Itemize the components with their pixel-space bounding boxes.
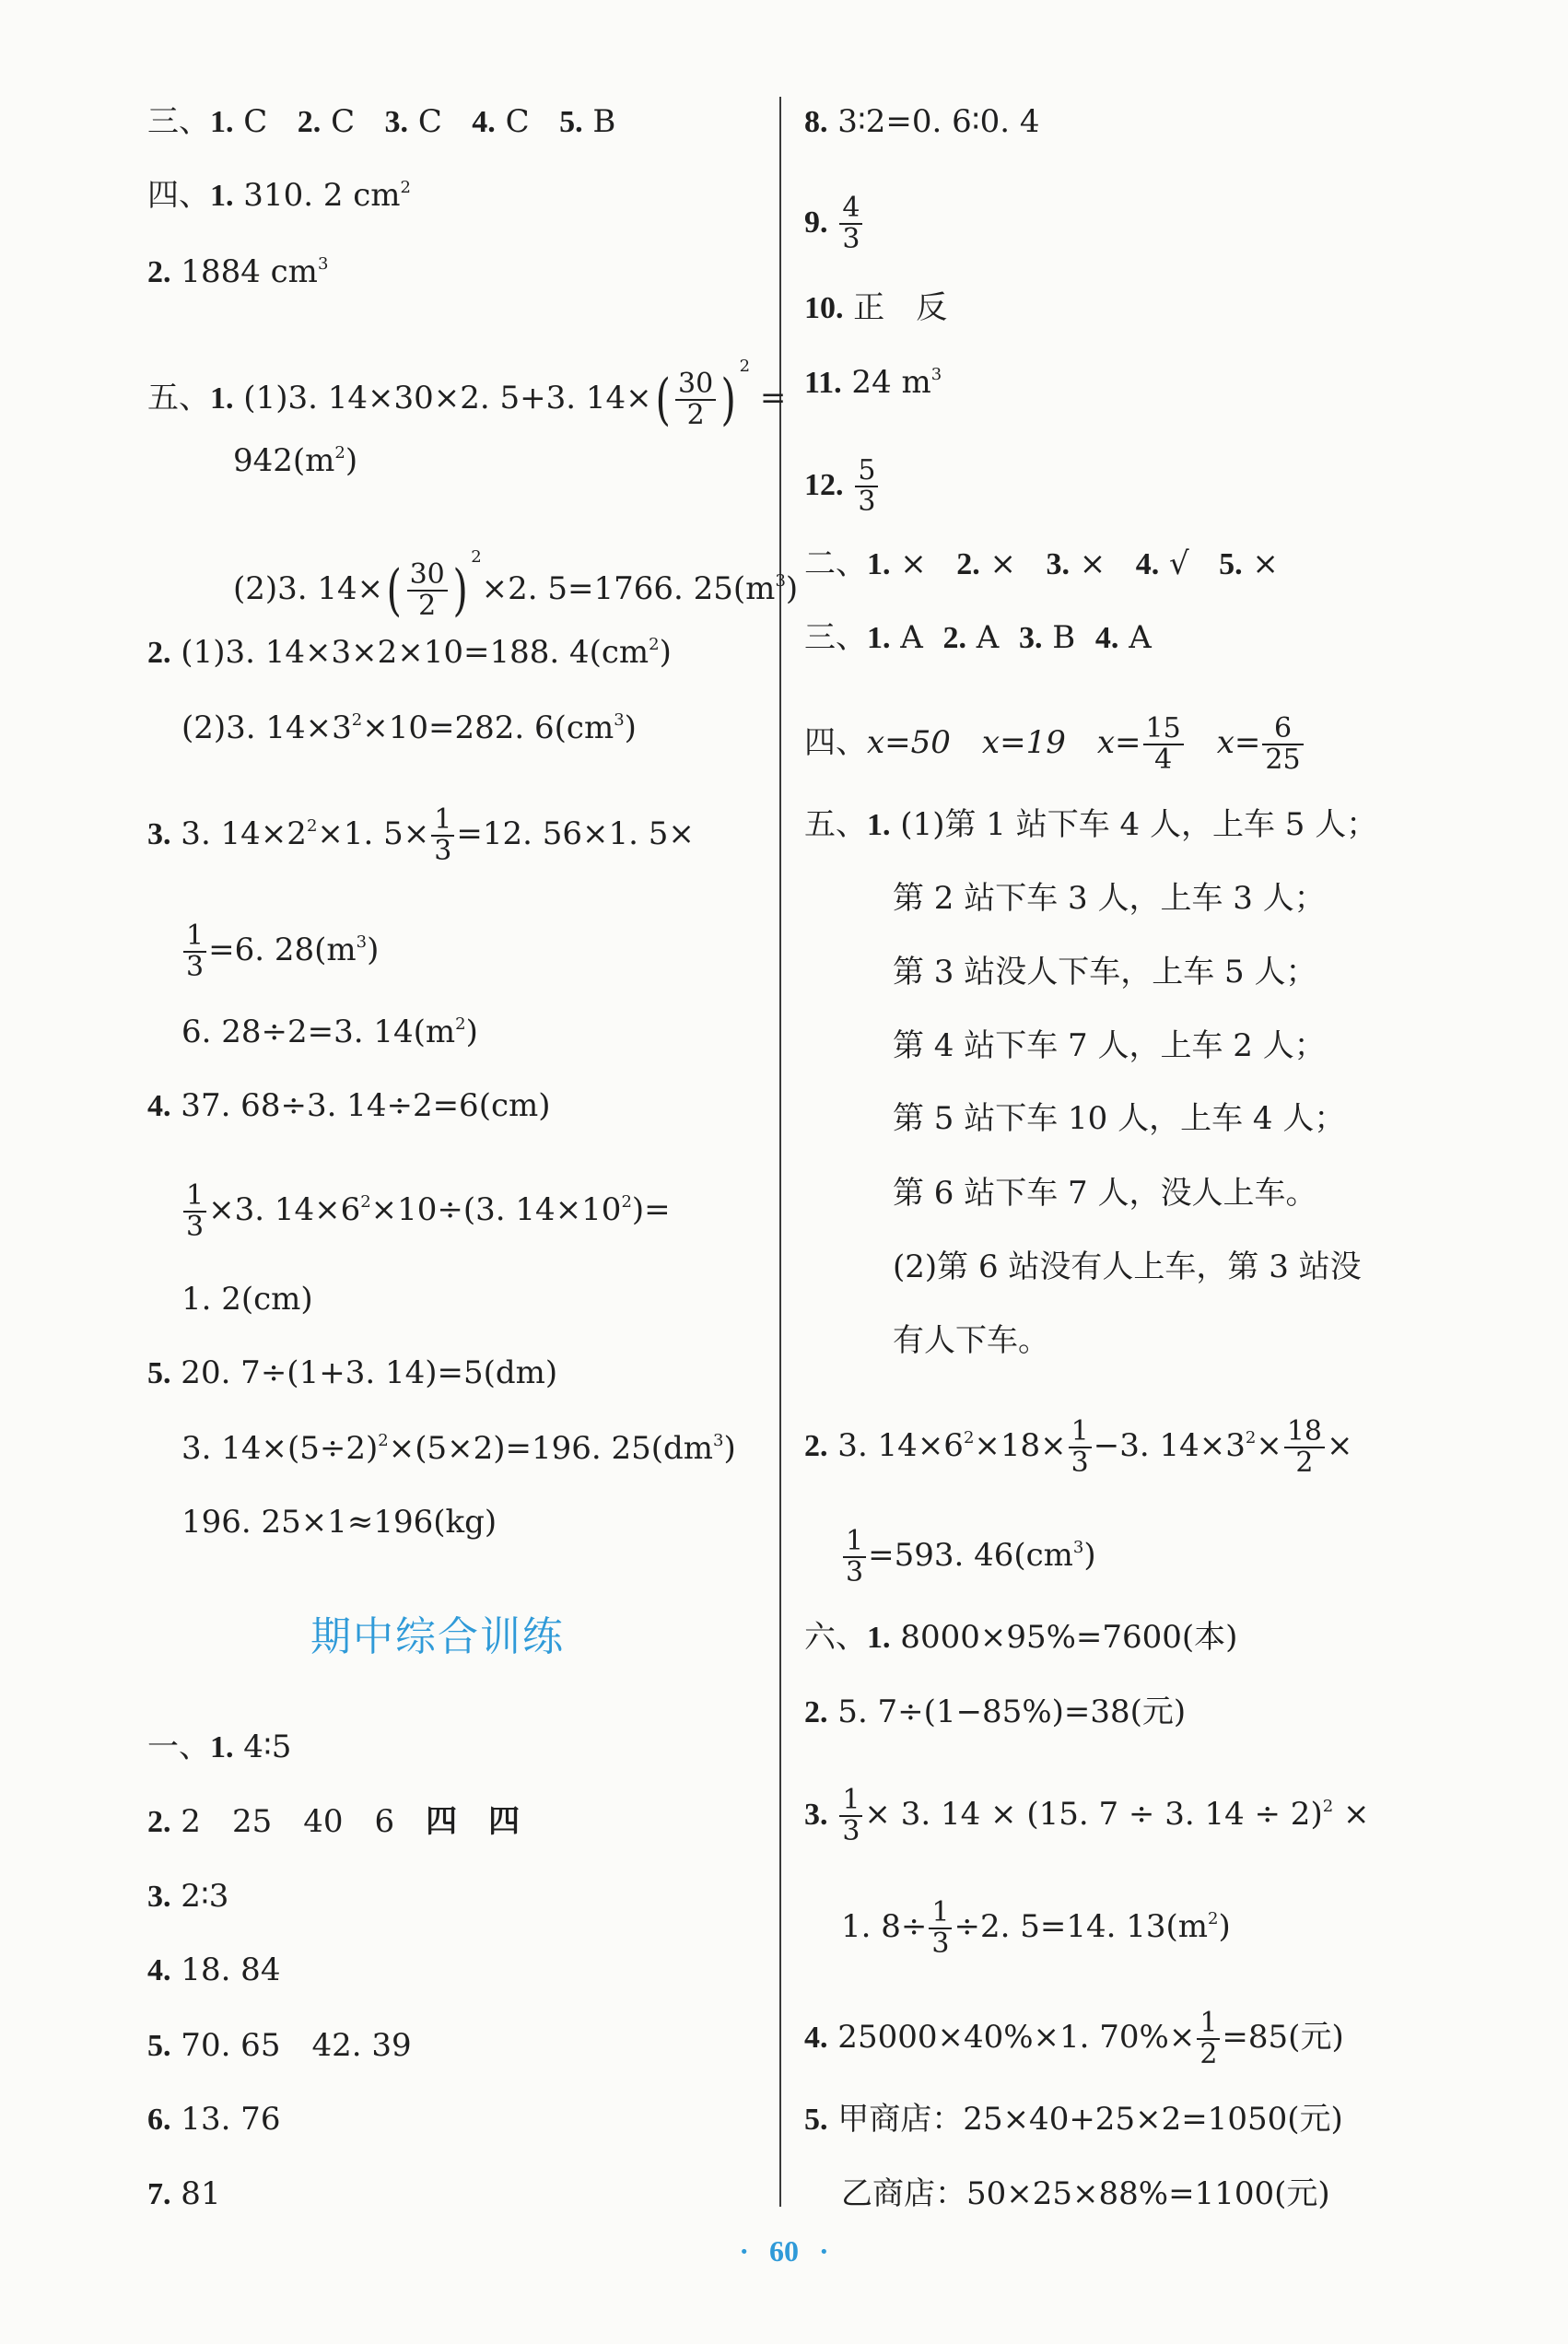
item-number: 1. — [867, 808, 891, 842]
item-number: 1. — [210, 179, 234, 213]
answer-line — [804, 1694, 1186, 1730]
fraction: $\frac{1}{3}$ — [183, 921, 206, 982]
exponent: 2 — [621, 1192, 632, 1212]
section-marker: 三、 — [804, 619, 867, 656]
answer-text: =593. 46(cm — [868, 1537, 1073, 1574]
answer-line — [147, 103, 615, 140]
answer-text: 第 2 站下车 3 人，上车 3 人； — [893, 880, 1326, 917]
answer-text: 942(m — [233, 442, 335, 479]
answer-text: 有人下车。 — [893, 1322, 1049, 1359]
item-number: 1. — [867, 547, 891, 581]
answer-line — [804, 1415, 1353, 1479]
fraction: $\frac{18}{2}$ — [1284, 1417, 1325, 1478]
answer-text: ×2. 5=1766. 25(m — [481, 570, 776, 607]
answer-text: 3. 14×(5÷2) — [181, 1430, 379, 1467]
answer-line — [147, 253, 328, 290]
item-number: 4. — [147, 1089, 171, 1123]
answer-text: 20. 7÷(1+3. 14)=5(dm) — [170, 1354, 558, 1391]
fraction: $\frac{1}{3}$ — [431, 805, 454, 866]
section-marker: 四、 — [804, 724, 867, 761]
answer-text: 3. 14×6 — [827, 1427, 964, 1464]
item-number: 7. — [147, 2177, 171, 2211]
answer-text: ) — [723, 1430, 736, 1467]
item-number: 3. — [1046, 547, 1070, 581]
answer-text: 四 — [426, 1805, 458, 1839]
answer-text: )= — [631, 1191, 671, 1228]
answer-line — [804, 364, 942, 401]
answer-line — [804, 1784, 1370, 1847]
fraction: $\frac{30}{2}$ — [407, 560, 448, 621]
item-number: 2. — [804, 1429, 828, 1463]
item-number: 8. — [804, 105, 828, 139]
fraction: $\frac{1}{3}$ — [843, 1527, 866, 1588]
answer-text: (2)第 6 站没有人上车，第 3 站没 — [893, 1248, 1362, 1285]
answer-text: x=50 x=19 x= — [867, 724, 1141, 761]
exponent: 2 — [378, 1431, 389, 1450]
answer-line — [893, 1027, 1326, 1064]
item-number: 2. — [942, 621, 966, 655]
exponent: 2 — [1322, 1797, 1334, 1816]
answer-text: ×10÷(3. 14×10 — [370, 1191, 622, 1228]
answer-text: =6. 28(m — [208, 932, 357, 968]
fraction: $\frac{1}{2}$ — [1197, 2009, 1220, 2069]
answer-text: 18. 84 — [170, 1951, 281, 1988]
answer-text: ×18× — [974, 1427, 1067, 1464]
answer-text: 4∶5 — [233, 1729, 292, 1765]
answer-line — [147, 1878, 228, 1915]
fraction: $\frac{1}{3}$ — [839, 1786, 862, 1846]
answer-text: ×1. 5× — [317, 815, 430, 852]
answer-text: × — [1327, 1427, 1353, 1464]
exponent: 3 — [713, 1431, 724, 1450]
answer-text: 1. 8÷ — [841, 1908, 928, 1945]
answer-text: (1)3. 14×3×2×10=188. 4(cm — [170, 634, 649, 671]
left-paren: ( — [655, 368, 671, 432]
answer-text: √ — [1159, 545, 1189, 582]
answer-text: ×3. 14×6 — [208, 1191, 361, 1228]
answer-text: −3. 14×3 — [1093, 1427, 1246, 1464]
item-number: 1. — [210, 105, 234, 139]
item-number: 2. — [297, 105, 322, 139]
answer-text: 310. 2 cm — [233, 177, 401, 214]
answer-text: 1884 cm — [170, 253, 318, 290]
answer-line — [804, 192, 864, 255]
answer-line — [147, 177, 411, 214]
answer-text: 81 — [170, 2175, 221, 2212]
dot-icon: · — [819, 2234, 829, 2268]
answer-line — [147, 1729, 291, 1765]
answer-text: 25000×40%×1. 70%× — [827, 2019, 1196, 2056]
fraction: $\frac{5}{3}$ — [855, 456, 878, 517]
answer-line — [893, 1100, 1345, 1137]
item-number: 10. — [804, 291, 844, 325]
answer-text: × — [979, 545, 1017, 582]
answer-text: A — [966, 619, 1000, 656]
exponent: 3 — [614, 710, 625, 730]
answer-text: C — [233, 103, 268, 140]
exponent: 2 — [649, 635, 660, 654]
item-number: 1. — [867, 1621, 891, 1655]
answer-line — [181, 1014, 478, 1050]
answer-line — [181, 1179, 671, 1243]
fraction: $\frac{15}{4}$ — [1143, 714, 1184, 775]
answer-text: × — [890, 545, 927, 582]
answer-text: 3∶2=0. 6∶0. 4 — [827, 103, 1040, 140]
answer-line — [893, 954, 1317, 990]
item-number: 2. — [804, 1695, 828, 1729]
item-number: 4. — [804, 2021, 828, 2055]
answer-line — [893, 880, 1326, 917]
answer-line — [804, 1619, 1237, 1656]
answer-line — [147, 634, 672, 671]
answer-line — [147, 1354, 557, 1391]
answer-text: (2)3. 14× — [233, 570, 384, 607]
item-number: 4. — [147, 1953, 171, 1987]
answer-text: (1)第 1 站下车 4 人，上车 5 人； — [890, 806, 1378, 843]
section-marker: 三、 — [147, 103, 210, 140]
answer-text: ÷2. 5=14. 13(m — [954, 1908, 1208, 1945]
answer-line — [181, 1430, 736, 1467]
fraction: $\frac{1}{3}$ — [183, 1181, 206, 1242]
answer-text: 2 25 40 6 — [170, 1803, 427, 1840]
answer-text: 13. 76 — [170, 2101, 281, 2138]
answer-text: ) — [1083, 1537, 1096, 1574]
answer-text: ) — [659, 634, 672, 671]
answer-text: 37. 68÷3. 14÷2=6(cm) — [170, 1087, 551, 1124]
answer-line — [804, 454, 880, 518]
dot-icon: · — [739, 2234, 749, 2268]
answer-text: 3. 14×2 — [170, 815, 307, 852]
section-marker: 六、 — [804, 1619, 867, 1656]
answer-text: 第 3 站没人下车，上车 5 人； — [893, 954, 1317, 990]
answer-text: 24 m — [841, 364, 931, 401]
answer-line — [147, 2175, 221, 2212]
item-number: 2. — [147, 255, 171, 289]
answer-text: 8000×95%=7600(本) — [890, 1619, 1238, 1656]
item-number: 3. — [147, 817, 171, 851]
answer-text: 第 6 站下车 7 人，没人上车。 — [893, 1175, 1317, 1212]
item-number: 5. — [559, 105, 583, 139]
answer-line — [147, 2027, 412, 2064]
answer-text: ×10=282. 6(cm — [362, 709, 614, 746]
answer-text: × — [1242, 545, 1279, 582]
item-number: 1. — [210, 381, 234, 416]
answer-text: A — [890, 619, 923, 656]
answer-line — [893, 1248, 1362, 1285]
item-number: 1. — [210, 1730, 234, 1764]
answer-line — [841, 1896, 1231, 1960]
item-number: 2. — [147, 1805, 171, 1839]
item-number: 4. — [472, 105, 496, 139]
answer-text: ) — [345, 442, 358, 479]
answer-text: 5. 7÷(1−85%)=38(元) — [827, 1694, 1187, 1730]
answer-line — [147, 348, 787, 432]
answer-line — [147, 1951, 280, 1988]
exponent: 2 — [360, 1192, 371, 1212]
answer-text: B — [1042, 619, 1076, 656]
answer-text: ) — [465, 1014, 478, 1050]
answer-line — [147, 2101, 280, 2138]
answer-line — [804, 103, 1040, 140]
answer-text: × — [1333, 1796, 1370, 1833]
answer-text: 第 4 站下车 7 人，上车 2 人； — [893, 1027, 1326, 1064]
answer-text: ×(5×2)=196. 25(dm — [388, 1430, 714, 1467]
answer-text: 四 — [488, 1805, 521, 1839]
answer-text: 1. 2(cm) — [181, 1281, 313, 1318]
item-number: 4. — [1094, 621, 1119, 655]
item-number: 3. — [1019, 621, 1043, 655]
answer-line — [233, 442, 357, 479]
answer-line — [147, 803, 695, 867]
answer-text: 甲商店：25×40+25×2=1050(元) — [827, 2101, 1343, 2138]
section-marker: 五、 — [147, 380, 210, 416]
answer-line — [804, 2007, 1344, 2070]
exponent: 3 — [317, 254, 329, 274]
answer-text: A — [1118, 619, 1152, 656]
item-number: 3. — [384, 105, 409, 139]
answer-text: ) — [1218, 1908, 1231, 1945]
answer-text: ) — [624, 709, 637, 746]
exponent: 3 — [356, 932, 368, 952]
answer-text: 6. 28÷2=3. 14(m — [181, 1014, 456, 1050]
answer-line — [147, 1087, 551, 1124]
spacer — [457, 1803, 488, 1840]
exponent: 2 — [739, 357, 751, 376]
item-number: 1. — [867, 621, 891, 655]
answer-line — [233, 539, 799, 623]
section-marker: 一、 — [147, 1729, 210, 1765]
answer-text: (2)3. 14×3 — [181, 709, 352, 746]
exponent: 3 — [775, 571, 786, 591]
section-marker: 二、 — [804, 545, 867, 582]
item-number: 3. — [147, 1880, 171, 1914]
answer-line — [147, 1803, 520, 1840]
item-number: 9. — [804, 205, 828, 240]
section-title: 期中综合训练 — [310, 1613, 565, 1660]
answer-text: 正 反 — [843, 289, 948, 326]
item-number: 2. — [147, 636, 171, 670]
answer-text: 第 5 站下车 10 人，上车 4 人； — [893, 1100, 1346, 1137]
exponent: 2 — [1207, 1909, 1219, 1928]
exponent: 3 — [1072, 1538, 1084, 1557]
answer-line — [181, 920, 380, 983]
exponent: 2 — [471, 547, 482, 567]
exponent: 3 — [930, 365, 942, 384]
answer-line — [804, 289, 947, 326]
answer-text: ) — [785, 570, 799, 607]
answer-text: (1)3. 14×30×2. 5+3. 14× — [233, 380, 652, 416]
answer-text: = — [750, 380, 787, 416]
fraction: $\frac{6}{25}$ — [1262, 714, 1303, 775]
answer-line — [804, 545, 1279, 582]
exponent: 2 — [306, 816, 318, 836]
item-number: 5. — [147, 2029, 171, 2063]
right-paren: ) — [720, 368, 737, 432]
answer-line — [804, 806, 1377, 843]
answer-line — [893, 1322, 1049, 1359]
fraction: $\frac{30}{2}$ — [675, 369, 716, 430]
page-number: · 60 · — [739, 2234, 829, 2268]
answer-line — [841, 1525, 1096, 1588]
answer-text: ) — [367, 932, 380, 968]
item-number: 3. — [804, 1798, 828, 1832]
item-number: 5. — [804, 2103, 828, 2137]
fraction: $\frac{4}{3}$ — [839, 193, 862, 254]
item-number: 4. — [1135, 547, 1160, 581]
answer-text: C — [321, 103, 356, 140]
exponent: 2 — [1245, 1428, 1257, 1447]
item-number: 2. — [956, 547, 980, 581]
exponent: 2 — [351, 710, 363, 730]
answer-line — [893, 1175, 1317, 1212]
answer-text: C — [495, 103, 530, 140]
left-paren: ( — [386, 558, 403, 623]
answer-text: 196. 25×1≈196(kg) — [181, 1504, 497, 1541]
answer-text: C — [408, 103, 442, 140]
answer-line — [841, 2175, 1330, 2212]
exponent: 2 — [455, 1014, 466, 1034]
answer-line — [181, 709, 637, 746]
item-number: 5. — [147, 1356, 171, 1390]
answer-text: × — [1069, 545, 1106, 582]
item-number: 11. — [804, 366, 842, 400]
answer-text: =85(元) — [1222, 2019, 1344, 2056]
answer-line — [804, 2101, 1343, 2138]
answer-text: x= — [1185, 724, 1261, 761]
fraction: $\frac{1}{3}$ — [929, 1898, 952, 1959]
section-marker: 五、 — [804, 806, 867, 843]
exponent: 2 — [963, 1428, 975, 1447]
answer-text: × — [1256, 1427, 1282, 1464]
answer-line — [181, 1281, 313, 1318]
answer-text: 乙商店：50×25×88%=1100(元) — [841, 2175, 1330, 2212]
item-number: 12. — [804, 468, 844, 502]
answer-line — [181, 1504, 497, 1541]
answer-text: 2∶3 — [170, 1878, 229, 1915]
section-marker: 四、 — [147, 177, 210, 214]
answer-text: × 3. 14 × (15. 7 ÷ 3. 14 ÷ 2) — [864, 1796, 1323, 1833]
exponent: 2 — [400, 178, 411, 197]
item-number: 5. — [1219, 547, 1243, 581]
answer-text: B — [582, 103, 616, 140]
exponent: 2 — [334, 443, 345, 463]
answer-line — [804, 619, 1152, 656]
item-number: 6. — [147, 2103, 171, 2137]
right-paren: ) — [452, 558, 468, 623]
answer-line — [804, 712, 1305, 776]
fraction: $\frac{1}{3}$ — [1069, 1417, 1092, 1478]
answer-text: 70. 65 42. 39 — [170, 2027, 412, 2064]
answer-text: =12. 56×1. 5× — [456, 815, 695, 852]
